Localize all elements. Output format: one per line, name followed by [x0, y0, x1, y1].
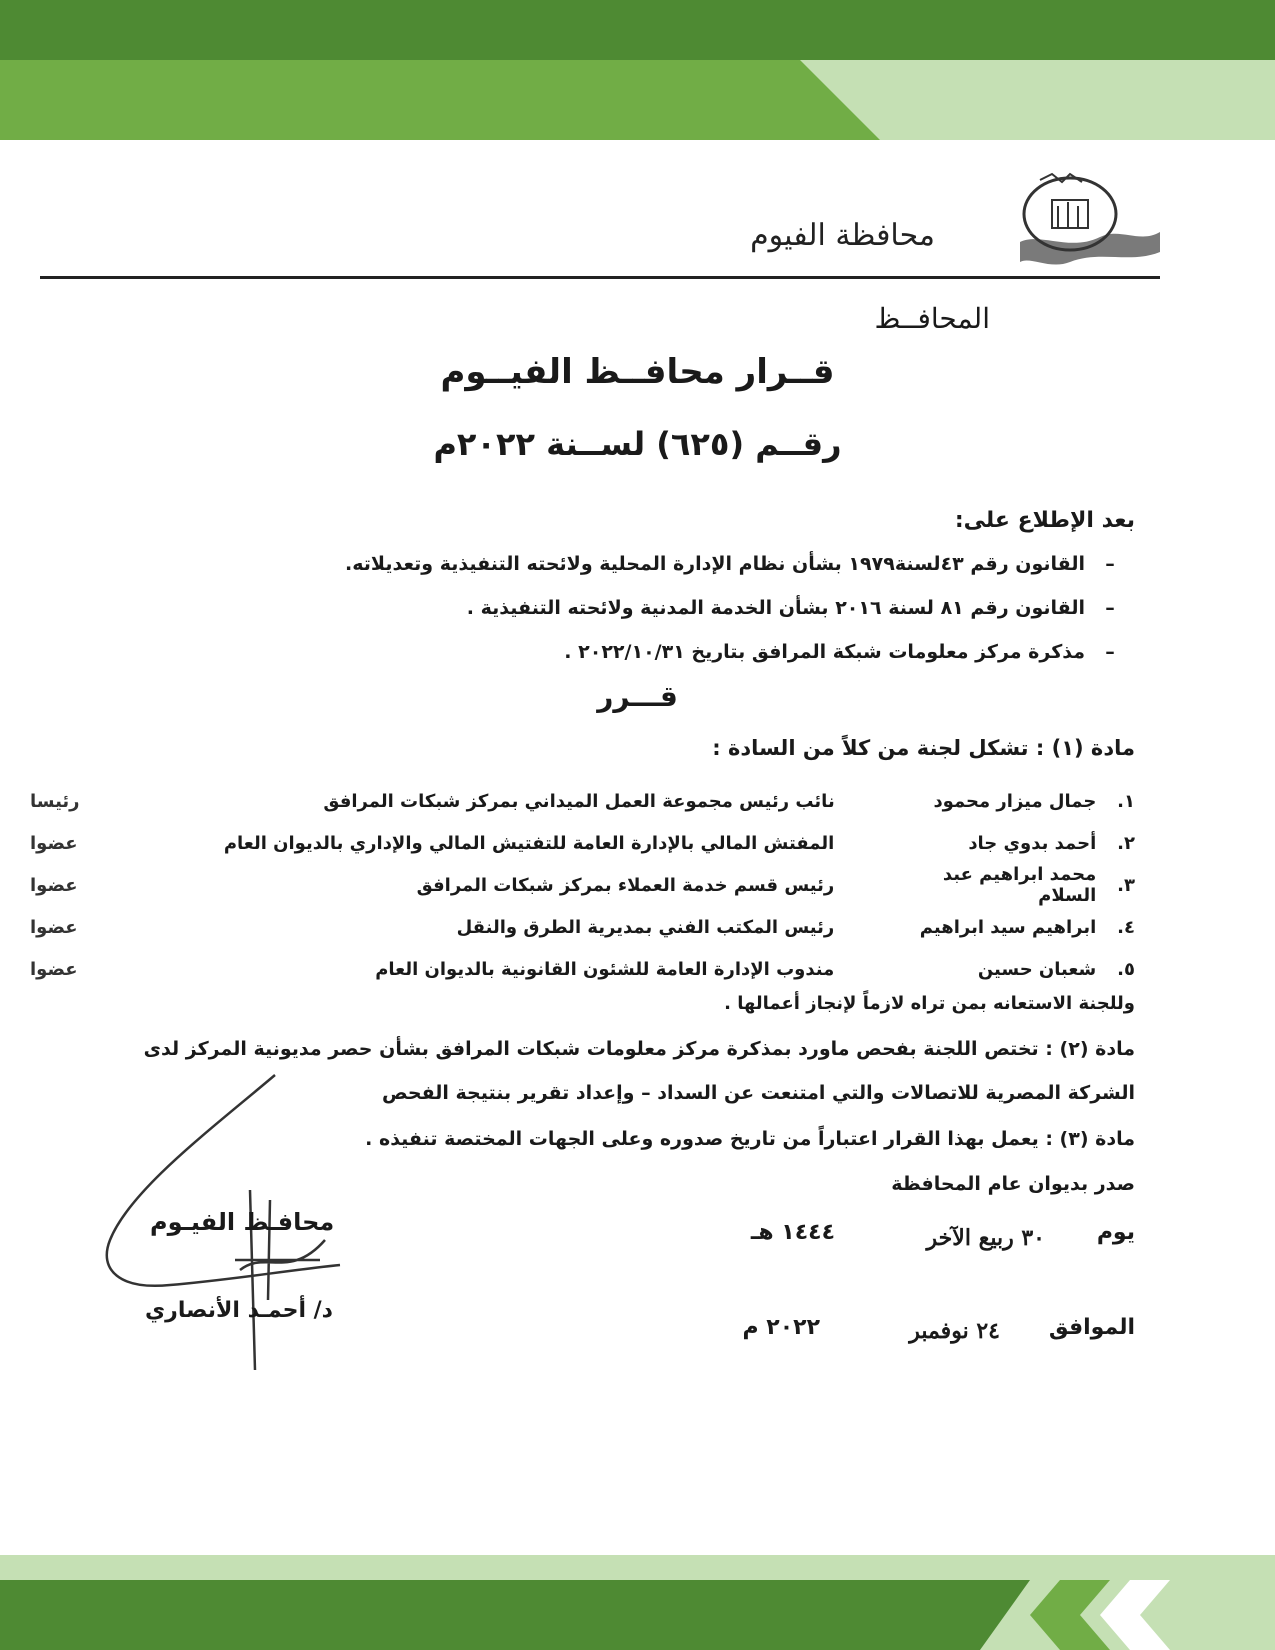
members-table: [30, 780, 1135, 990]
article-2-line-2: الشركة المصرية للاتصالات والتي امتنعت عن السداد – وإعداد تقرير بنتيجة الفحص: [381, 1082, 1135, 1104]
header-divider: [40, 276, 1160, 279]
member-row: ٥. شعبان حسين مندوب الإدارة العامة للشئون القانونية بالديوان العام عضوا: [30, 958, 1135, 980]
governor-heading: المحافــظ: [874, 302, 990, 335]
reference-item: – مذكرة مركز معلومات شبكة المرافق بتاريخ ٢٠٢٢/١٠/٣١ .: [564, 641, 1115, 663]
issued-at: صدر بديوان عام المحافظة: [891, 1173, 1135, 1195]
decree-word: قـــرر: [597, 680, 678, 713]
signatory-name: د/ أحمـد الأنصاري: [145, 1298, 333, 1323]
decree-number: رقــم (٦٢٥) لســنة ٢٠٢٢م: [433, 425, 842, 463]
gregorian-year: ٢٠٢٢ م: [742, 1315, 820, 1340]
header-band: [0, 0, 1275, 140]
hijri-year: ١٤٤٤ هـ: [750, 1220, 835, 1245]
intro-heading: بعد الإطلاع على:: [954, 508, 1135, 533]
signatory-title: محافـظ الفيـوم: [150, 1208, 335, 1236]
reference-item: – القانون رقم ٤٣لسنة١٩٧٩ بشأن نظام الإدارة المحلية ولائحته التنفيذية وتعديلاته.: [345, 553, 1115, 575]
references-list: [135, 553, 1135, 685]
article-2-line-1: مادة (٢) : تختص اللجنة بفحص ماورد بمذكرة مركز معلومات شبكات المرافق بشأن حصر مديونية المركز لدى: [143, 1038, 1135, 1060]
governorate-name: محافظة الفيوم: [750, 218, 935, 253]
member-row: ٤. ابراهيم سيد ابراهيم رئيس المكتب الفني بمديرية الطرق والنقل عضوا: [30, 916, 1135, 938]
article-1: مادة (١) : تشكل لجنة من كلاً من السادة :: [712, 736, 1135, 760]
article-3: مادة (٣) : يعمل بهذا القرار اعتباراً من تاريخ صدوره وعلى الجهات المختصة تنفيذه .: [365, 1128, 1135, 1150]
footer-band: [0, 1555, 1275, 1650]
hijri-day-handwritten: ٣٠ ربيع الآخر: [926, 1225, 1045, 1251]
decree-title: قــرار محافــظ الفيــوم: [440, 352, 835, 392]
member-row: ٣. محمد ابراهيم عبد السلام رئيس قسم خدمة العملاء بمركز شبكات المرافق عضوا: [30, 864, 1135, 906]
member-row: ٢. أحمد بدوي جاد المفتش المالي بالإدارة العامة للتفتيش المالي والإداري بالديوان العام عضوا: [30, 832, 1135, 854]
assistance-clause: وللجنة الاستعانه بمن تراه لازماً لإنجاز أعمالها .: [724, 993, 1135, 1014]
gregorian-day-handwritten: ٢٤ نوفمبر: [909, 1318, 1000, 1344]
governorate-emblem: [1010, 172, 1160, 282]
reference-item: – القانون رقم ٨١ لسنة ٢٠١٦ بشأن الخدمة المدنية ولائحته التنفيذية .: [466, 597, 1115, 619]
corresponding-label: الموافق: [1048, 1315, 1135, 1340]
day-label: يوم: [1096, 1220, 1135, 1245]
member-row: ١. جمال ميزار محمود نائب رئيس مجموعة العمل الميداني بمركز شبكات المرافق رئيسا: [30, 790, 1135, 812]
